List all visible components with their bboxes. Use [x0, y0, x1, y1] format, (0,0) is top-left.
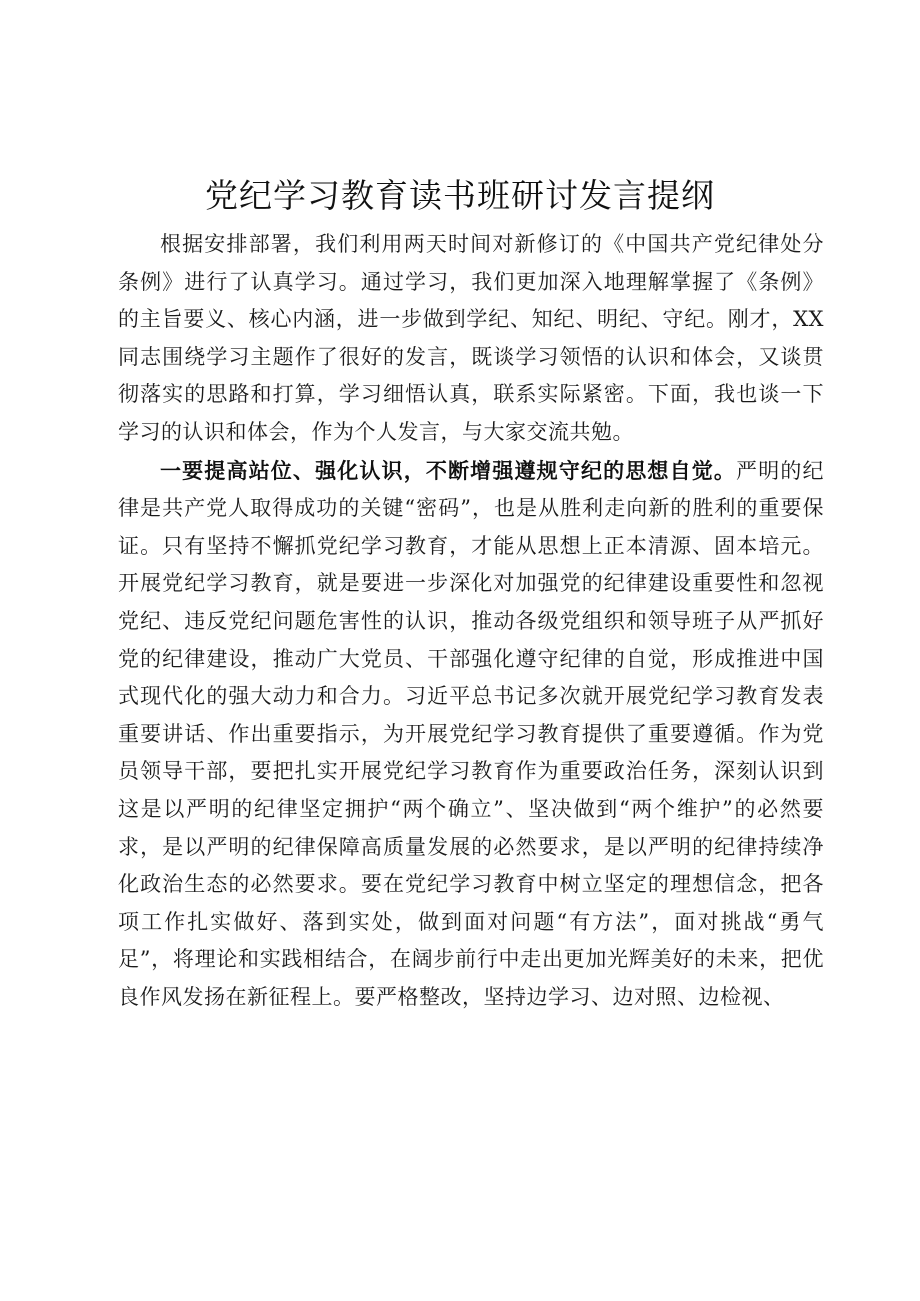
- intro-paragraph-text: 根据安排部署，我们利用两天时间对新修订的《中国共产党纪律处分条例》进行了认真学习。通过学习，我们更加深入地理解掌握了《条例》的主旨要义、核心内涵，进一步做到学纪、知纪、明纪、守纪。刚才，XX同志围绕学习主题作了很好的发言，既谈学习领悟的认识和体会，又谈贯彻落实的思路和打算，学习细悟认真，联系实际紧密。下面，我也谈一下学习的认识和体会，作为个人发言，与大家交流共勉。: [118, 232, 824, 444]
- point-one-heading: 一要提高站位、强化认识，不断增强遵规守纪的思想自觉。: [160, 457, 737, 483]
- document-body: [118, 226, 824, 1016]
- point-one-paragraph: [118, 452, 824, 1017]
- point-one-text: 严明的纪律是共产党人取得成功的关键“密码”，也是从胜利走向新的胜利的重要保证。只有坚持不懈抓党纪学习教育，才能从思想上正本清源、固本培元。开展党纪学习教育，就是要进一步深化对加强党的纪律建设重要性和忽视党纪、违反党纪问题危害性的认识，推动各级党组织和领导班子从严抓好党的纪律建设，推动广大党员、干部强化遵守纪律的自觉，形成推进中国式现代化的强大动力和合力。习近平总书记多次就开展党纪学习教育发表重要讲话、作出重要指示，为开展党纪学习教育提供了重要遵循。作为党员领导干部，要把扎实开展党纪学习教育作为重要政治任务，深刻认识到这是以严明的纪律坚定拥护“两个确立”、坚决做到“两个维护”的必然要求，是以严明的纪律保障高质量发展的必然要求，是以严明的纪律持续净化政治生态的必然要求。要在党纪学习教育中树立坚定的理想信念，把各项工作扎实做好、落到实处，做到面对问题“有方法”，面对挑战“勇气足”，将理论和实践相结合，在阔步前行中走出更加光辉美好的未来，把优良作风发扬在新征程上。要严格整改，坚持边学习、边对照、边检视、: [118, 458, 825, 1009]
- intro-paragraph: [118, 226, 824, 452]
- document-title: 党纪学习教育读书班研讨发言提纲: [205, 176, 715, 215]
